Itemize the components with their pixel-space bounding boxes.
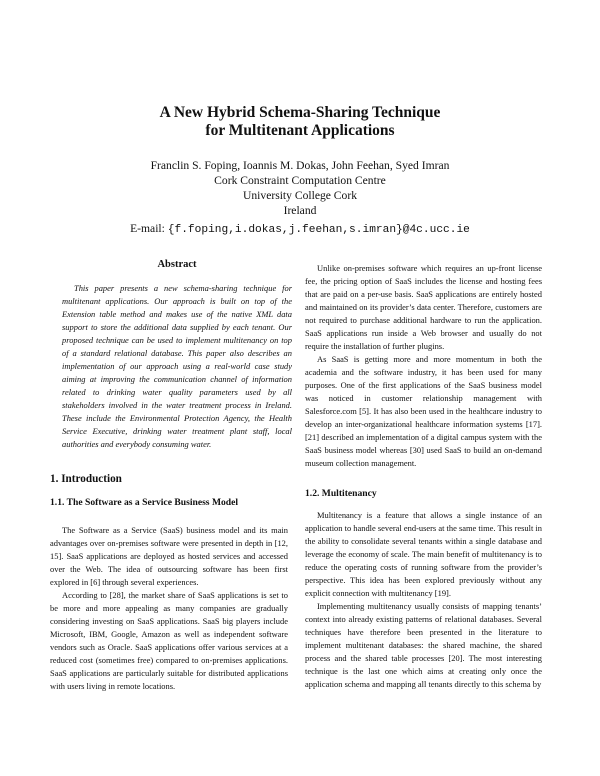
email-label: E-mail: xyxy=(130,222,165,235)
email-addresses: {f.foping,i.dokas,j.feehan,s.imran}@4c.ucc.ie xyxy=(167,224,470,236)
affiliation-1: Cork Constraint Computation Centre xyxy=(214,174,386,187)
paragraph: According to [28], the market share of SaaS applications is set to be more and more appealing as many companies are gradually considering investing on SaaS applications. SaaS big players include Microsoft, IBM, Google, Amazon as well as independent software vendors such as Oracle. SaaS applications offer various services at a reduced cost (sometimes free) compared to on-premises applications. SaaS applications are particularly suitable for distributed applications with users living in remote locations. xyxy=(50,590,288,691)
abstract-body xyxy=(62,282,292,451)
left-column-text xyxy=(50,524,288,693)
section-introduction: 1. Introduction xyxy=(50,473,122,485)
paragraph: Multitenancy is a feature that allows a single instance of an application to handle several end-users at the same time. This result in the ability to consolidate several tenants within a single database and leverage the economy of scale. The main benefit of multitenancy is to reduce the operating costs of running software from the provider’s perspective. This idea has been explored previously without any explicit connection with multitenancy [19]. xyxy=(305,510,542,598)
abstract-heading: Abstract xyxy=(157,259,197,270)
affiliation-2: University College Cork xyxy=(243,189,357,202)
subsection-saas-model: 1.1. The Software as a Service Business Model xyxy=(50,497,239,508)
right-column-text xyxy=(305,262,542,470)
title-line-1: A New Hybrid Schema-Sharing Technique xyxy=(159,104,441,121)
paragraph: As SaaS is getting more and more momentum in both the academia and the software industry, it has been used for many purposes. One of the first applications of the SaaS business model was noticed in customer relationship management with Salesforce.com [5]. It has also been used in the healthcare industry to develop an inter-organizational healthcare information systems [17]. [21] described an implementation of a digital campus system with the SaaS business model whereas [30] used SaaS to build an on-demand museum collection management. xyxy=(305,354,542,468)
paragraph: Implementing multitenancy usually consists of mapping tenants’ context into already existing patterns of relational databases. Several techniques have therefore been presented in the literature to implement multitenant databases: the shared machine, the shared process and the shared table processes [20]. The most interesting technique is the last one which aims at creating only once the application schema and mapping all tenants directly to this schema by xyxy=(305,601,542,689)
multitenancy-text xyxy=(305,509,542,691)
abstract-text: This paper presents a new schema-sharing technique for multitenant applications. Our approach is built on top of the Extension table method and makes use of the native XML data support to store the additional data supplied by each tenant. Our proposed technique can be used to implement multitenancy on top of a standard relational database. This paper also describes an implementation of our approach using a real-world case study aiming at improving the communication channel of information related to drinking water quality parameters used by all stakeholders involved in the water treatment process in Ireland. These include the Environmental Protection Agency, the Health Service Executive, drinking water treatment plant staff, local authorities and everybody consuming water. xyxy=(62,283,292,449)
title-line-2: for Multitenant Applications xyxy=(205,122,395,139)
authors: Franclin S. Foping, Ioannis M. Dokas, John Feehan, Syed Imran xyxy=(150,159,450,172)
email-line xyxy=(0,222,600,236)
subsection-multitenancy: 1.2. Multitenancy xyxy=(305,488,377,499)
paragraph: Unlike on-premises software which requires an up-front license fee, the pricing option of SaaS includes the license and hosting fees that are paid on a per-use basis. SaaS applications are entirely hosted and maintained on its provider’s data center. Therefore, customers are not required to purchase additional hardware to run the application. SaaS applications run inside a Web browser and usually do not require the installation of further plugins. xyxy=(305,263,542,351)
country: Ireland xyxy=(283,204,317,217)
paragraph: The Software as a Service (SaaS) business model and its main advantages over on-premises software were presented in depth in [12, 15]. SaaS applications are deployed as hosted services and accessed over the Web. The idea of outsourcing software has been first explored in [6] through several experiences. xyxy=(50,525,288,587)
